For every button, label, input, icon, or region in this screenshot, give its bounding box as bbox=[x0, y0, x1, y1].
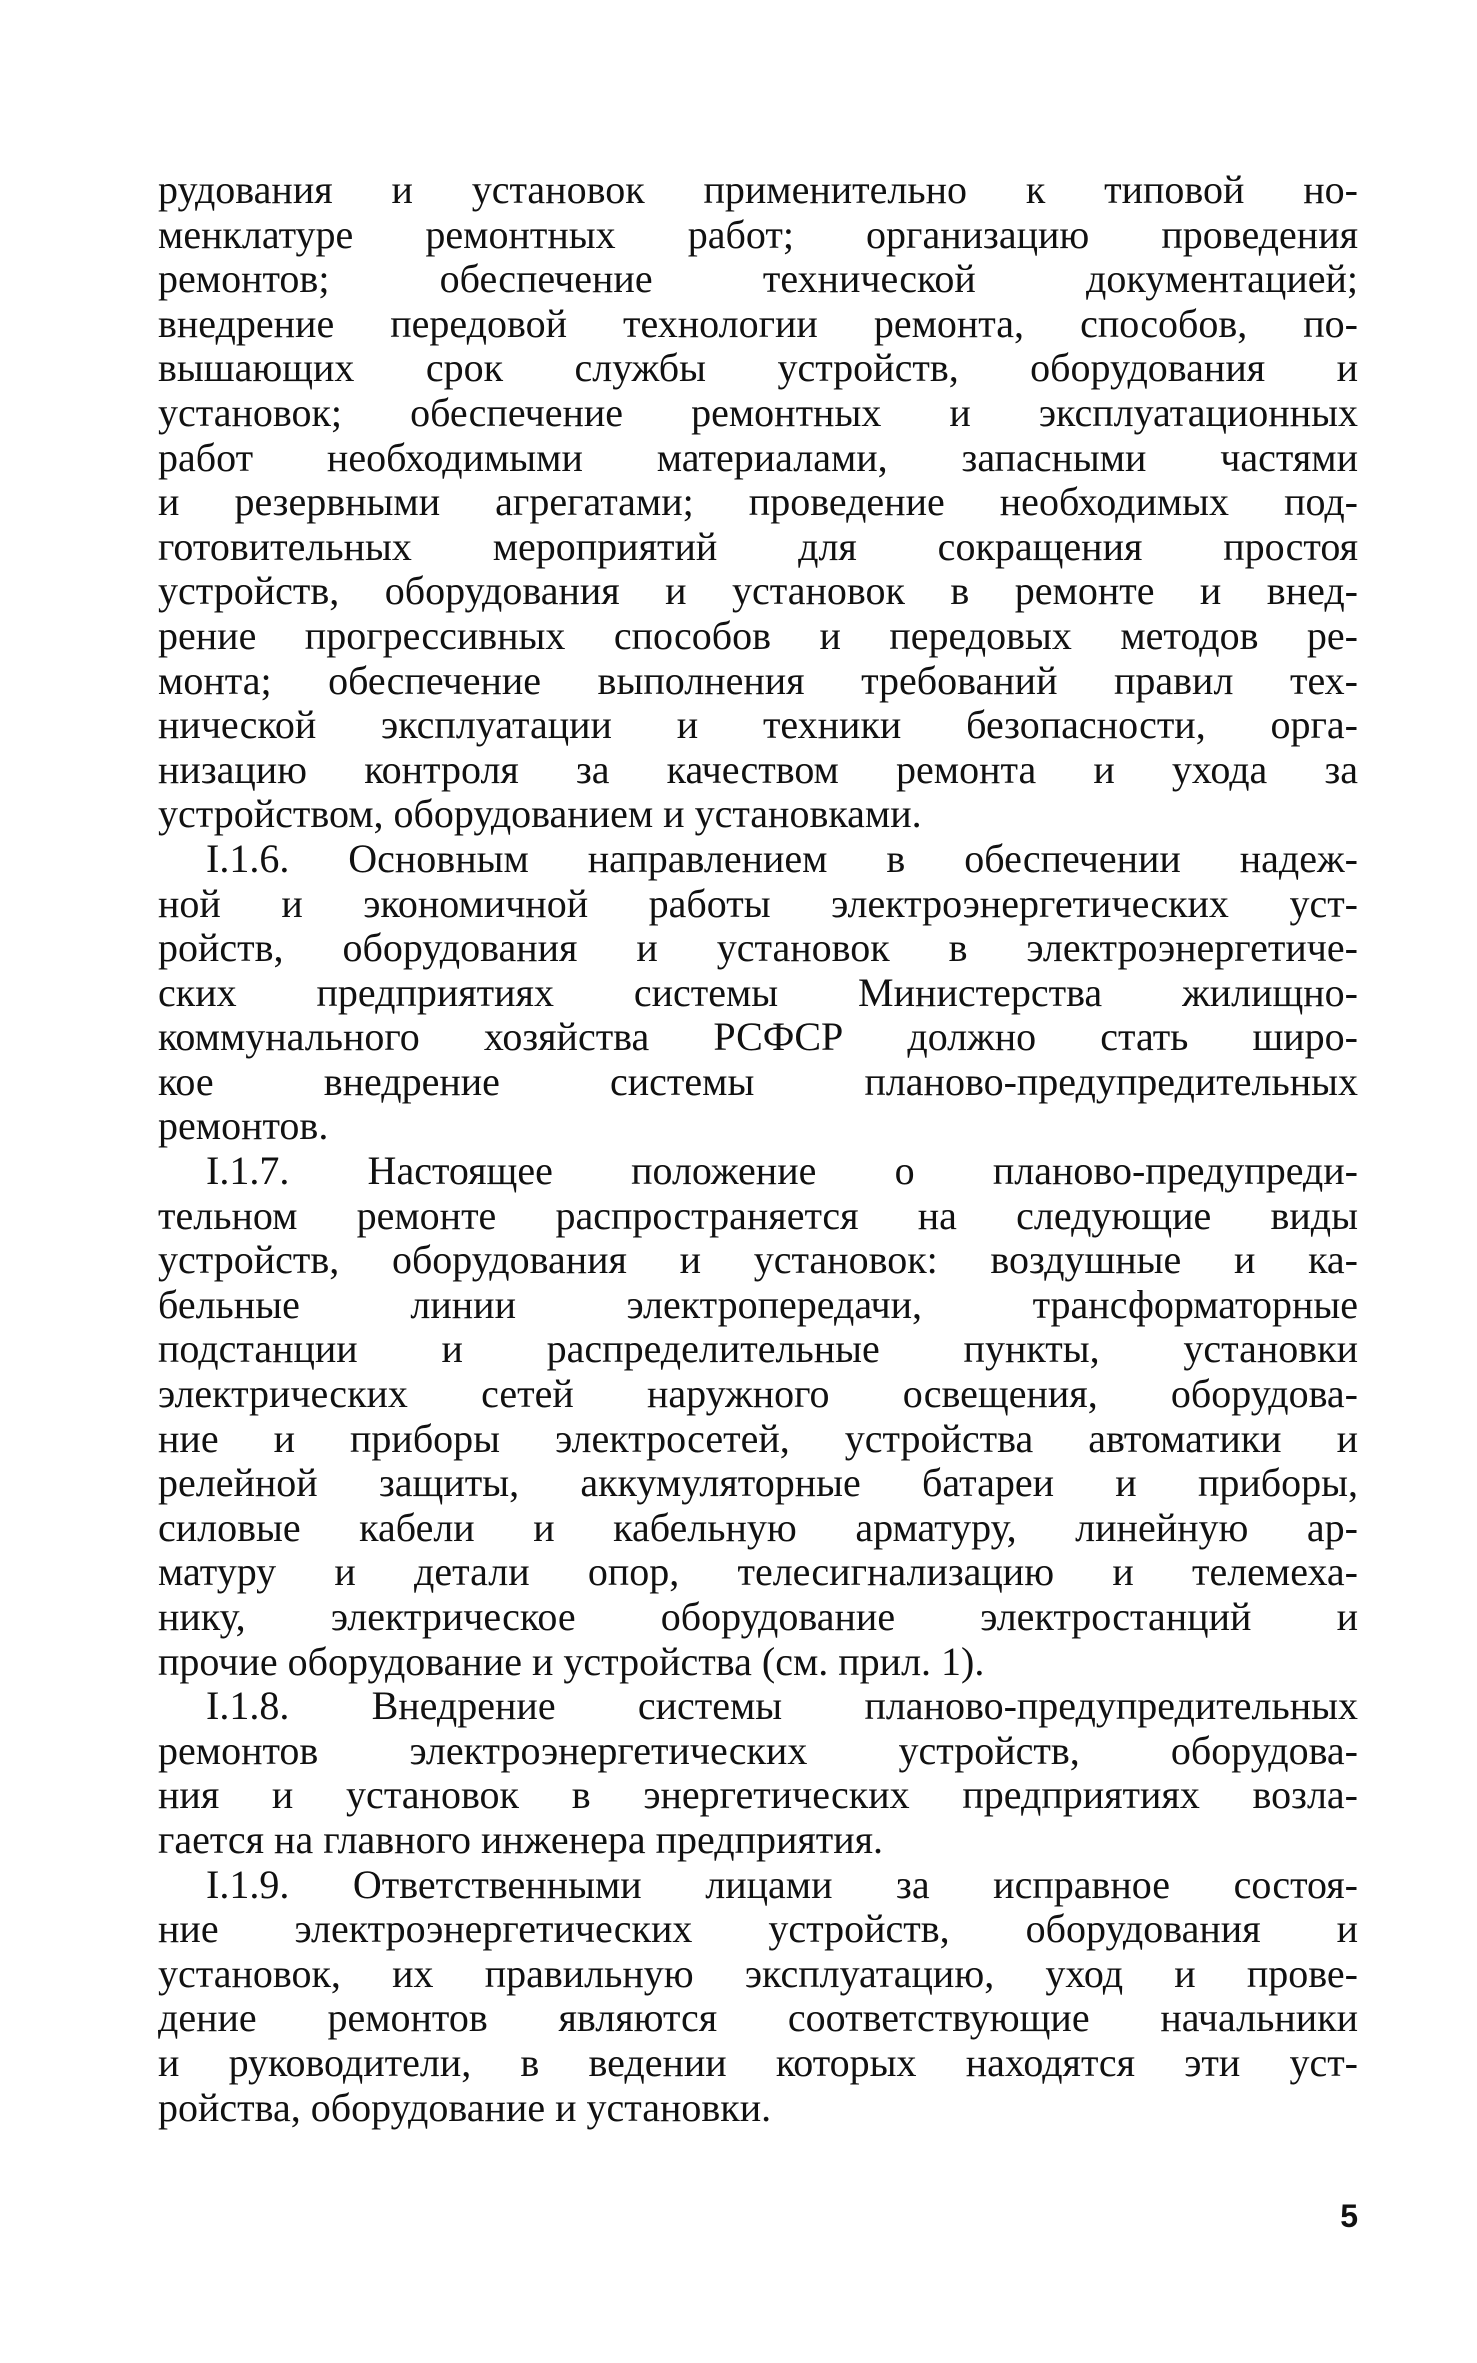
text-line: ние и приборы электросетей, устройства автоматики и bbox=[158, 1415, 1358, 1461]
text-line: работ необходимыми материалами, запасными частями bbox=[158, 434, 1358, 480]
text-line: ремонтов; обеспечение технической документацией; bbox=[158, 256, 1358, 302]
text-line: менклатуре ремонтных работ; организацию проведения bbox=[158, 211, 1358, 257]
text-line: ной и экономичной работы электроэнергетических уст- bbox=[158, 880, 1358, 926]
text-line: устройств, оборудования и установок: воздушные и ка- bbox=[158, 1237, 1358, 1283]
text-line: релейной защиты, аккумуляторные батареи и приборы, bbox=[158, 1460, 1358, 1506]
paragraph-1-1-8 bbox=[158, 1684, 1358, 1862]
text-line: ния и установок в энергетических предприятиях возла- bbox=[158, 1772, 1358, 1818]
text-line: готовительных мероприятий для сокращения простоя bbox=[158, 523, 1358, 569]
text-line: ремонтов электроэнергетических устройств, оборудова- bbox=[158, 1727, 1358, 1773]
text-line: установок; обеспечение ремонтных и эксплуатационных bbox=[158, 389, 1358, 435]
text-line: вышающих срок службы устройств, оборудования и bbox=[158, 345, 1358, 391]
text-line: тельном ремонте распространяется на следующие виды bbox=[158, 1192, 1358, 1238]
text-line: устройством, оборудованием и установками. bbox=[158, 791, 922, 837]
text-line: монта; обеспечение выполнения требований правил тех- bbox=[158, 657, 1358, 703]
text-line: I.1.8. Внедрение системы планово-предупредительных bbox=[206, 1683, 1358, 1729]
text-line: I.1.7. Настоящее положение о планово-предупреди- bbox=[206, 1148, 1358, 1194]
text-line: коммунального хозяйства РСФСР должно стать широ- bbox=[158, 1014, 1358, 1060]
text-line: рение прогрессивных способов и передовых методов ре- bbox=[158, 612, 1358, 658]
text-line: ройства, оборудование и установки. bbox=[158, 2084, 772, 2130]
text-line: гается на главного инженера предприятия. bbox=[158, 1816, 884, 1862]
text-line: ремонтов. bbox=[158, 1103, 329, 1149]
text-line: матуру и детали опор, телесигнализацию и телемеха- bbox=[158, 1549, 1358, 1595]
text-line: рудования и установок применительно к типовой но- bbox=[158, 167, 1358, 212]
text-line: устройств, оборудования и установок в ремонте и внед- bbox=[158, 568, 1358, 614]
text-line: подстанции и распределительные пункты, установки bbox=[158, 1326, 1358, 1372]
text-line: нической эксплуатации и техники безопасности, орга- bbox=[158, 702, 1358, 748]
page-body bbox=[158, 168, 1358, 2130]
text-line: и руководители, в ведении которых находятся эти уст- bbox=[158, 2039, 1358, 2085]
text-line: I.1.9. Ответственными лицами за исправное состоя- bbox=[206, 1861, 1358, 1907]
text-line: ние электроэнергетических устройств, оборудования и bbox=[158, 1906, 1358, 1952]
paragraph-1-1-7 bbox=[158, 1149, 1358, 1684]
paragraph-continuation bbox=[158, 168, 1358, 837]
text-line: внедрение передовой технологии ремонта, способов, по- bbox=[158, 300, 1358, 346]
text-line: силовые кабели и кабельную арматуру, линейную ар- bbox=[158, 1504, 1358, 1550]
text-line: ройств, оборудования и установок в электроэнергетиче- bbox=[158, 925, 1358, 971]
text-line: бельные линии электропередачи, трансформаторные bbox=[158, 1281, 1358, 1327]
paragraph-1-1-6 bbox=[158, 837, 1358, 1149]
page-number: 5 bbox=[1340, 2198, 1358, 2234]
text-line: кое внедрение системы планово-предупредительных bbox=[158, 1058, 1358, 1104]
text-line: I.1.6. Основным направлением в обеспечении надеж- bbox=[206, 835, 1358, 881]
text-line: электрических сетей наружного освещения, оборудова- bbox=[158, 1371, 1358, 1417]
text-line: установок, их правильную эксплуатацию, уход и прове- bbox=[158, 1950, 1358, 1996]
text-line: ских предприятиях системы Министерства жилищно- bbox=[158, 969, 1358, 1015]
text-line: нику, электрическое оборудование электростанций и bbox=[158, 1594, 1358, 1639]
text-line: и резервными агрегатами; проведение необходимых под- bbox=[158, 479, 1358, 525]
text-line: низацию контроля за качеством ремонта и ухода за bbox=[158, 746, 1358, 792]
paragraph-1-1-9 bbox=[158, 1863, 1358, 2131]
text-line: прочие оборудование и устройства (см. прил. 1). bbox=[158, 1638, 985, 1684]
text-line: дение ремонтов являются соответствующие начальники bbox=[158, 1995, 1358, 2041]
